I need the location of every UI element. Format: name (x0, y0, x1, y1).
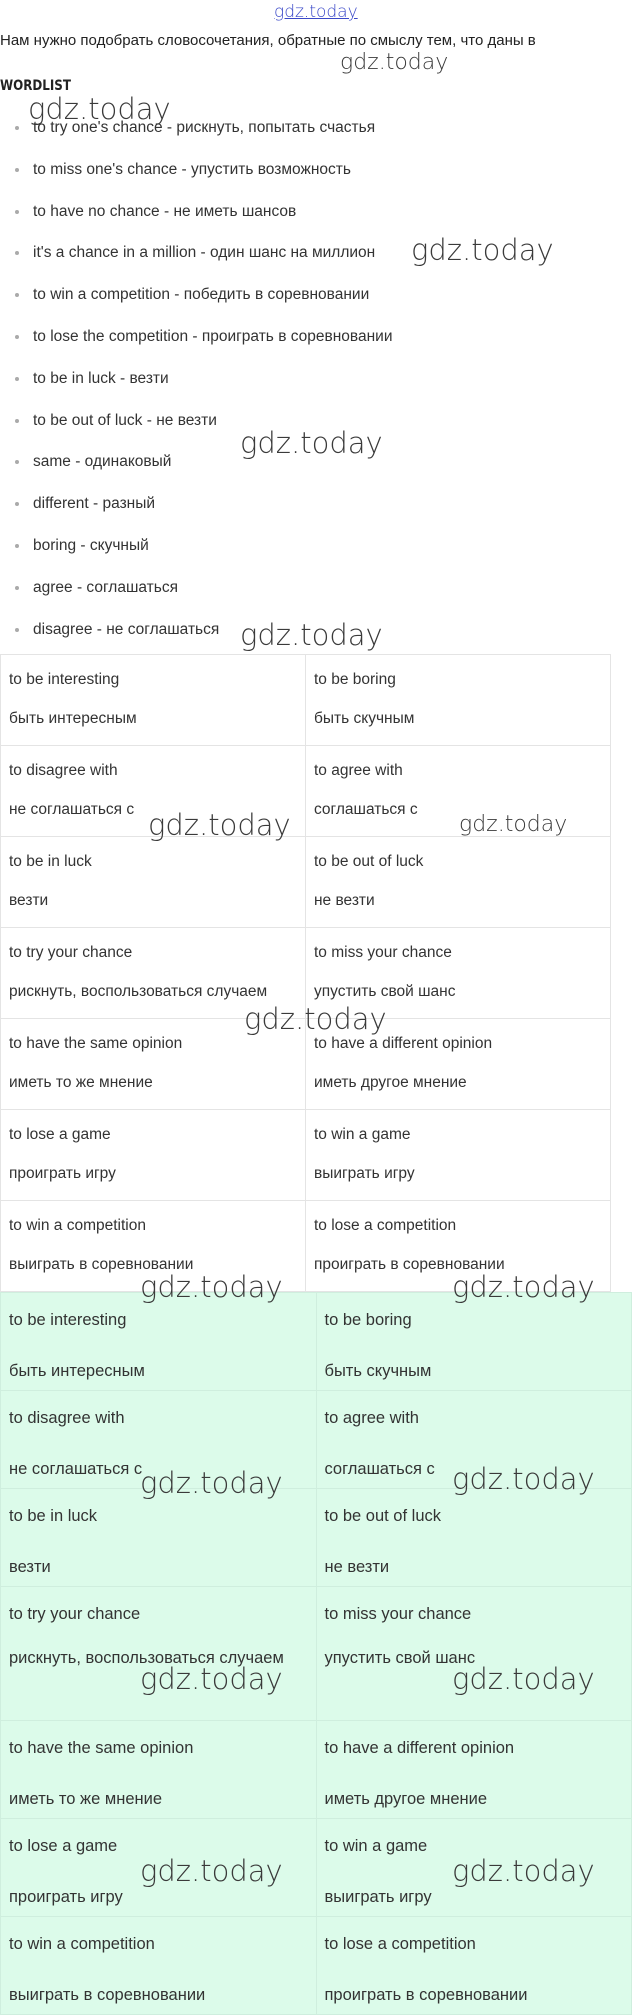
wordlist-item: to have no chance - не иметь шансов (0, 202, 393, 244)
wordlist-item: to win a competition - победить в соревновании (0, 285, 393, 327)
bullet-icon (15, 419, 19, 423)
wordlist-item: to try one's chance - рискнуть, попытать счастья (0, 118, 393, 160)
table-cell: to lose a competition проиграть в соревновании (316, 1917, 632, 2015)
antonyms-table-answer (0, 1292, 632, 2015)
table-cell: to have the same opinion иметь то же мнение (1, 1721, 317, 1819)
bullet-icon (15, 377, 19, 381)
table-cell: to have a different opinion иметь другое мнение (306, 1019, 611, 1110)
watermark: gdz.today (28, 92, 171, 126)
table-row (1, 1293, 632, 1391)
intro-text: Нам нужно подобрать словосочетания, обратные по смыслу тем, что даны в (0, 32, 536, 49)
table-cell: to try your chance рискнуть, воспользоваться случаем (1, 1587, 317, 1721)
bullet-icon (15, 460, 19, 464)
table-cell: to disagree with не соглашаться с (1, 1391, 317, 1489)
table-cell: to agree with соглашаться с (316, 1391, 632, 1489)
table-cell: to miss your chance упустить свой шанс (306, 928, 611, 1019)
table-cell: to be out of luck не везти (306, 837, 611, 928)
table-cell: to try your chance рискнуть, воспользоваться случаем (1, 928, 306, 1019)
table-cell: to be interesting быть интересным (1, 1293, 317, 1391)
watermark: gdz.today (244, 1002, 387, 1036)
table-cell: to be in luck везти (1, 837, 306, 928)
bullet-icon (15, 251, 19, 255)
watermark: gdz.today (452, 1854, 595, 1888)
watermark: gdz.today (140, 1270, 283, 1304)
table-cell: to win a game выиграть игру (316, 1819, 632, 1917)
table-cell: to win a game выиграть игру (306, 1110, 611, 1201)
table-cell: to win a competition выиграть в соревновании (1, 1917, 317, 2015)
table-cell: to lose a game проиграть игру (1, 1110, 306, 1201)
bullet-icon (15, 586, 19, 590)
bullet-icon (15, 335, 19, 339)
table-row (1, 1019, 611, 1110)
table-cell: to disagree with не соглашаться с (1, 746, 306, 837)
table-cell: to lose a game проиграть игру (1, 1819, 317, 1917)
table-cell: to be boring быть скучным (316, 1293, 632, 1391)
watermark: gdz.today (240, 618, 383, 652)
table-cell: to miss your chance упустить свой шанс (316, 1587, 632, 1721)
wordlist-item: same - одинаковый (0, 452, 393, 494)
watermark: gdz.today (452, 1270, 595, 1304)
wordlist-item: disagree - не соглашаться (0, 620, 393, 662)
table-row (1, 655, 611, 746)
wordlist-item: to lose the competition - проиграть в соревновании (0, 327, 393, 369)
wordlist-item: boring - скучный (0, 536, 393, 578)
wordlist-item: to be in luck - везти (0, 369, 393, 411)
bullet-icon (15, 293, 19, 297)
table-row (1, 1587, 632, 1721)
table-row (1, 746, 611, 837)
table-cell: to have a different opinion иметь другое мнение (316, 1721, 632, 1819)
antonyms-table (0, 654, 611, 1292)
wordlist-item: it's a chance in a million - один шанс на миллион (0, 243, 393, 285)
bullet-icon (15, 126, 19, 130)
watermark: gdz.today (140, 1662, 283, 1696)
table-cell: to be interesting быть интересным (1, 655, 306, 746)
bullet-icon (15, 502, 19, 506)
bullet-icon (15, 168, 19, 172)
bullet-icon (15, 544, 19, 548)
watermark: gdz.today (452, 1462, 595, 1496)
table-row (1, 1110, 611, 1201)
watermark: gdz.today (452, 1662, 595, 1696)
watermark: gdz.today (240, 426, 383, 460)
table-cell: to win a competition выиграть в соревновании (1, 1201, 306, 1292)
table-row (1, 1201, 611, 1292)
table-cell: to agree with соглашаться с (306, 746, 611, 837)
wordlist (0, 118, 393, 661)
table-cell: to be out of luck не везти (316, 1489, 632, 1587)
table-row (1, 1489, 632, 1587)
wordlist-item: to miss one's chance - упустить возможность (0, 160, 393, 202)
table-row (1, 928, 611, 1019)
bullet-icon (15, 210, 19, 214)
watermark: gdz.today (140, 1854, 283, 1888)
site-logo-link[interactable]: gdz.today (274, 2, 358, 22)
wordlist-item: agree - соглашаться (0, 578, 393, 620)
wordlist-item: different - разный (0, 494, 393, 536)
watermark: gdz.today (340, 50, 449, 75)
table-cell: to lose a competition проиграть в соревновании (306, 1201, 611, 1292)
watermark: gdz.today (148, 808, 291, 842)
watermark: gdz.today (411, 233, 554, 267)
table-row (1, 1721, 632, 1819)
table-row (1, 837, 611, 928)
table-cell: to be in luck везти (1, 1489, 317, 1587)
watermark: gdz.today (459, 812, 568, 837)
wordlist-item: to be out of luck - не везти (0, 411, 393, 453)
watermark: gdz.today (140, 1466, 283, 1500)
table-cell: to be boring быть скучным (306, 655, 611, 746)
table-row (1, 1391, 632, 1489)
bullet-icon (15, 628, 19, 632)
table-row (1, 1917, 632, 2015)
table-row (1, 1819, 632, 1917)
wordlist-title: WORDLIST (0, 78, 71, 94)
table-cell: to have the same opinion иметь то же мнение (1, 1019, 306, 1110)
